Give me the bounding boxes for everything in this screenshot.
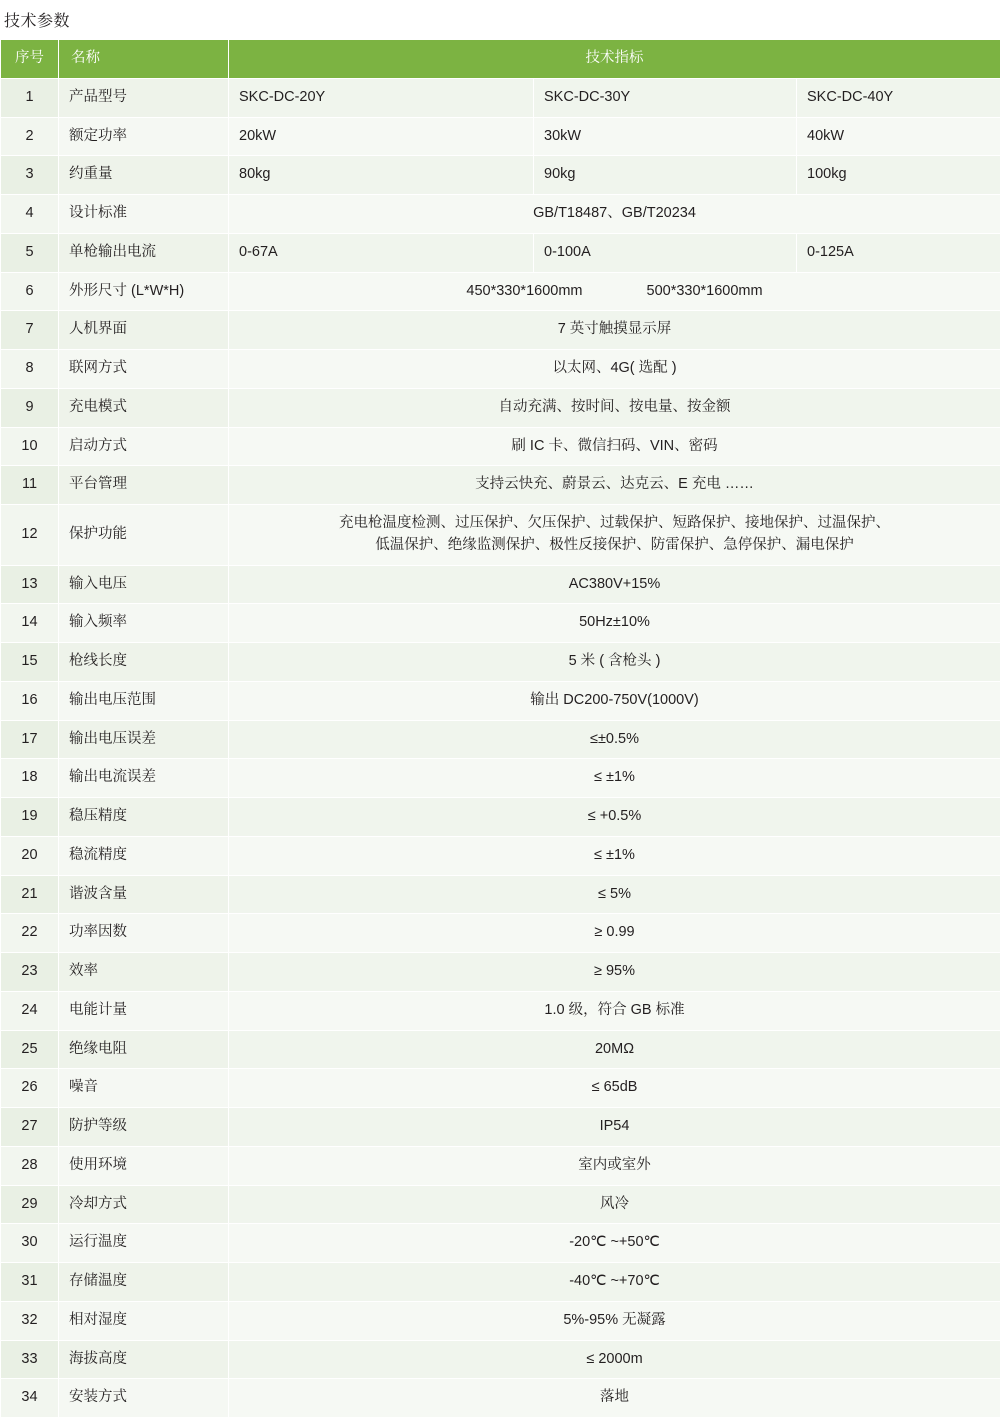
row-index-cell: 32 bbox=[1, 1301, 59, 1340]
row-label-cell: 稳压精度 bbox=[59, 798, 229, 837]
row-value-cell: 以太网、4G( 选配 ) bbox=[229, 350, 1000, 389]
table-row bbox=[1, 1185, 1000, 1224]
row-index-cell: 27 bbox=[1, 1108, 59, 1147]
row-index-cell: 22 bbox=[1, 914, 59, 953]
row-label-cell: 稳流精度 bbox=[59, 836, 229, 875]
table-row bbox=[1, 311, 1000, 350]
technical-spec-table bbox=[0, 39, 1000, 1418]
row-value-cell: 50Hz±10% bbox=[229, 604, 1000, 643]
row-value-cell: 5 米 ( 含枪头 ) bbox=[229, 643, 1000, 682]
row-value-cell: 40kW bbox=[797, 117, 1000, 156]
row-index-cell: 28 bbox=[1, 1146, 59, 1185]
row-label-cell: 绝缘电阻 bbox=[59, 1030, 229, 1069]
row-value-cell: ≤±0.5% bbox=[229, 720, 1000, 759]
row-label-cell: 单枪输出电流 bbox=[59, 233, 229, 272]
row-index-cell: 1 bbox=[1, 78, 59, 117]
table-row bbox=[1, 78, 1000, 117]
row-value-cell: 90kg bbox=[534, 156, 797, 195]
table-row bbox=[1, 1108, 1000, 1147]
row-index-cell: 6 bbox=[1, 272, 59, 311]
table-row bbox=[1, 350, 1000, 389]
row-index-cell: 10 bbox=[1, 427, 59, 466]
table-row bbox=[1, 1263, 1000, 1302]
row-index-cell: 33 bbox=[1, 1340, 59, 1379]
row-label-cell: 枪线长度 bbox=[59, 643, 229, 682]
row-index-cell: 15 bbox=[1, 643, 59, 682]
row-value-cell: 20kW bbox=[229, 117, 534, 156]
column-header-indicator: 技术指标 bbox=[229, 40, 1000, 79]
row-value-cell: ≤ 5% bbox=[229, 875, 1000, 914]
row-value-cell: GB/T18487、GB/T20234 bbox=[229, 195, 1000, 234]
row-value-cell: 5%-95% 无凝露 bbox=[229, 1301, 1000, 1340]
row-label-cell: 相对湿度 bbox=[59, 1301, 229, 1340]
row-index-cell: 34 bbox=[1, 1379, 59, 1418]
row-index-cell: 18 bbox=[1, 759, 59, 798]
row-value-cell: 输出 DC200-750V(1000V) bbox=[229, 681, 1000, 720]
row-label-cell: 约重量 bbox=[59, 156, 229, 195]
row-index-cell: 21 bbox=[1, 875, 59, 914]
row-label-cell: 效率 bbox=[59, 953, 229, 992]
row-index-cell: 26 bbox=[1, 1069, 59, 1108]
table-row bbox=[1, 875, 1000, 914]
row-label-cell: 运行温度 bbox=[59, 1224, 229, 1263]
row-label-cell: 额定功率 bbox=[59, 117, 229, 156]
row-index-cell: 3 bbox=[1, 156, 59, 195]
row-value-cell: ≤ +0.5% bbox=[229, 798, 1000, 837]
row-label-cell: 存储温度 bbox=[59, 1263, 229, 1302]
row-value-cell: 刷 IC 卡、微信扫码、VIN、密码 bbox=[229, 427, 1000, 466]
dimension-value: 500*330*1600mm bbox=[647, 281, 763, 303]
row-label-cell: 充电模式 bbox=[59, 388, 229, 427]
table-header-row bbox=[1, 40, 1000, 79]
table-row bbox=[1, 604, 1000, 643]
row-label-cell: 外形尺寸 (L*W*H) bbox=[59, 272, 229, 311]
row-label-cell: 输出电压范围 bbox=[59, 681, 229, 720]
dimension-value: 450*330*1600mm bbox=[466, 281, 582, 303]
row-label-cell: 产品型号 bbox=[59, 78, 229, 117]
row-value-cell: ≤ 65dB bbox=[229, 1069, 1000, 1108]
row-index-cell: 25 bbox=[1, 1030, 59, 1069]
table-row bbox=[1, 156, 1000, 195]
table-row bbox=[1, 798, 1000, 837]
row-index-cell: 7 bbox=[1, 311, 59, 350]
table-row bbox=[1, 836, 1000, 875]
table-row bbox=[1, 117, 1000, 156]
row-index-cell: 13 bbox=[1, 565, 59, 604]
row-value-cell: 20MΩ bbox=[229, 1030, 1000, 1069]
row-label-cell: 功率因数 bbox=[59, 914, 229, 953]
row-value-cell: SKC-DC-40Y bbox=[797, 78, 1000, 117]
table-row bbox=[1, 195, 1000, 234]
row-value-cell: 1.0 级，符合 GB 标准 bbox=[229, 991, 1000, 1030]
row-value-cell: 0-67A bbox=[229, 233, 534, 272]
row-value-cell: ≤ ±1% bbox=[229, 836, 1000, 875]
row-label-cell: 冷却方式 bbox=[59, 1185, 229, 1224]
row-value-cell: 7 英寸触摸显示屏 bbox=[229, 311, 1000, 350]
table-row bbox=[1, 233, 1000, 272]
row-index-cell: 16 bbox=[1, 681, 59, 720]
table-row bbox=[1, 388, 1000, 427]
row-index-cell: 20 bbox=[1, 836, 59, 875]
row-value-cell: ≤ 2000m bbox=[229, 1340, 1000, 1379]
row-value-cell: 自动充满、按时间、按电量、按金额 bbox=[229, 388, 1000, 427]
row-label-cell: 海拔高度 bbox=[59, 1340, 229, 1379]
table-row bbox=[1, 466, 1000, 505]
table-row bbox=[1, 643, 1000, 682]
row-label-cell: 输出电压误差 bbox=[59, 720, 229, 759]
row-value-cell: ≥ 95% bbox=[229, 953, 1000, 992]
row-value-cell: -40℃ ~+70℃ bbox=[229, 1263, 1000, 1302]
column-header-no: 序号 bbox=[1, 40, 59, 79]
row-label-cell: 启动方式 bbox=[59, 427, 229, 466]
table-row bbox=[1, 991, 1000, 1030]
row-label-cell: 设计标准 bbox=[59, 195, 229, 234]
row-index-cell: 12 bbox=[1, 505, 59, 566]
row-value-cell: ≤ ±1% bbox=[229, 759, 1000, 798]
row-index-cell: 9 bbox=[1, 388, 59, 427]
table-row bbox=[1, 1340, 1000, 1379]
table-row bbox=[1, 1224, 1000, 1263]
row-index-cell: 17 bbox=[1, 720, 59, 759]
table-row bbox=[1, 565, 1000, 604]
row-label-cell: 噪音 bbox=[59, 1069, 229, 1108]
table-row bbox=[1, 681, 1000, 720]
table-row bbox=[1, 1301, 1000, 1340]
row-index-cell: 2 bbox=[1, 117, 59, 156]
row-label-cell: 输出电流误差 bbox=[59, 759, 229, 798]
row-value-cell: 100kg bbox=[797, 156, 1000, 195]
table-row bbox=[1, 759, 1000, 798]
row-label-cell: 保护功能 bbox=[59, 505, 229, 566]
column-header-name: 名称 bbox=[59, 40, 229, 79]
row-value-cell: AC380V+15% bbox=[229, 565, 1000, 604]
page-title: 技术参数 bbox=[4, 8, 1000, 31]
row-value-cell: 落地 bbox=[229, 1379, 1000, 1418]
row-value-cell: 0-100A bbox=[534, 233, 797, 272]
row-index-cell: 30 bbox=[1, 1224, 59, 1263]
row-index-cell: 5 bbox=[1, 233, 59, 272]
row-label-cell: 人机界面 bbox=[59, 311, 229, 350]
row-index-cell: 24 bbox=[1, 991, 59, 1030]
table-row bbox=[1, 272, 1000, 311]
row-index-cell: 19 bbox=[1, 798, 59, 837]
table-row bbox=[1, 505, 1000, 566]
table-body bbox=[1, 78, 1000, 1417]
row-index-cell: 23 bbox=[1, 953, 59, 992]
row-label-cell: 电能计量 bbox=[59, 991, 229, 1030]
row-label-cell: 谐波含量 bbox=[59, 875, 229, 914]
row-index-cell: 11 bbox=[1, 466, 59, 505]
table-row bbox=[1, 953, 1000, 992]
table-row bbox=[1, 914, 1000, 953]
row-label-cell: 输入频率 bbox=[59, 604, 229, 643]
row-value-cell: 支持云快充、蔚景云、达克云、E 充电 …… bbox=[229, 466, 1000, 505]
row-index-cell: 8 bbox=[1, 350, 59, 389]
row-value-cell bbox=[229, 272, 1000, 311]
row-value-cell: SKC-DC-20Y bbox=[229, 78, 534, 117]
row-value-cell: ≥ 0.99 bbox=[229, 914, 1000, 953]
row-value-cell: 充电枪温度检测、过压保护、欠压保护、过载保护、短路保护、接地保护、过温保护、 低温保护、绝缘监测保护、极性反接保护、防雷保护、急停保护、漏电保护 bbox=[229, 505, 1000, 566]
row-value-cell: 风冷 bbox=[229, 1185, 1000, 1224]
row-value-cell: 0-125A bbox=[797, 233, 1000, 272]
row-value-cell: IP54 bbox=[229, 1108, 1000, 1147]
table-row bbox=[1, 1069, 1000, 1108]
row-label-cell: 输入电压 bbox=[59, 565, 229, 604]
row-index-cell: 4 bbox=[1, 195, 59, 234]
table-row bbox=[1, 1379, 1000, 1418]
row-value-cell: -20℃ ~+50℃ bbox=[229, 1224, 1000, 1263]
row-index-cell: 29 bbox=[1, 1185, 59, 1224]
row-index-cell: 14 bbox=[1, 604, 59, 643]
table-row bbox=[1, 427, 1000, 466]
row-value-cell: SKC-DC-30Y bbox=[534, 78, 797, 117]
table-row bbox=[1, 1030, 1000, 1069]
table-row bbox=[1, 720, 1000, 759]
row-label-cell: 防护等级 bbox=[59, 1108, 229, 1147]
table-row bbox=[1, 1146, 1000, 1185]
table-header bbox=[1, 40, 1000, 79]
row-label-cell: 安装方式 bbox=[59, 1379, 229, 1418]
row-index-cell: 31 bbox=[1, 1263, 59, 1302]
row-value-cell: 30kW bbox=[534, 117, 797, 156]
row-label-cell: 联网方式 bbox=[59, 350, 229, 389]
row-label-cell: 使用环境 bbox=[59, 1146, 229, 1185]
row-label-cell: 平台管理 bbox=[59, 466, 229, 505]
row-value-cell: 室内或室外 bbox=[229, 1146, 1000, 1185]
row-value-cell: 80kg bbox=[229, 156, 534, 195]
